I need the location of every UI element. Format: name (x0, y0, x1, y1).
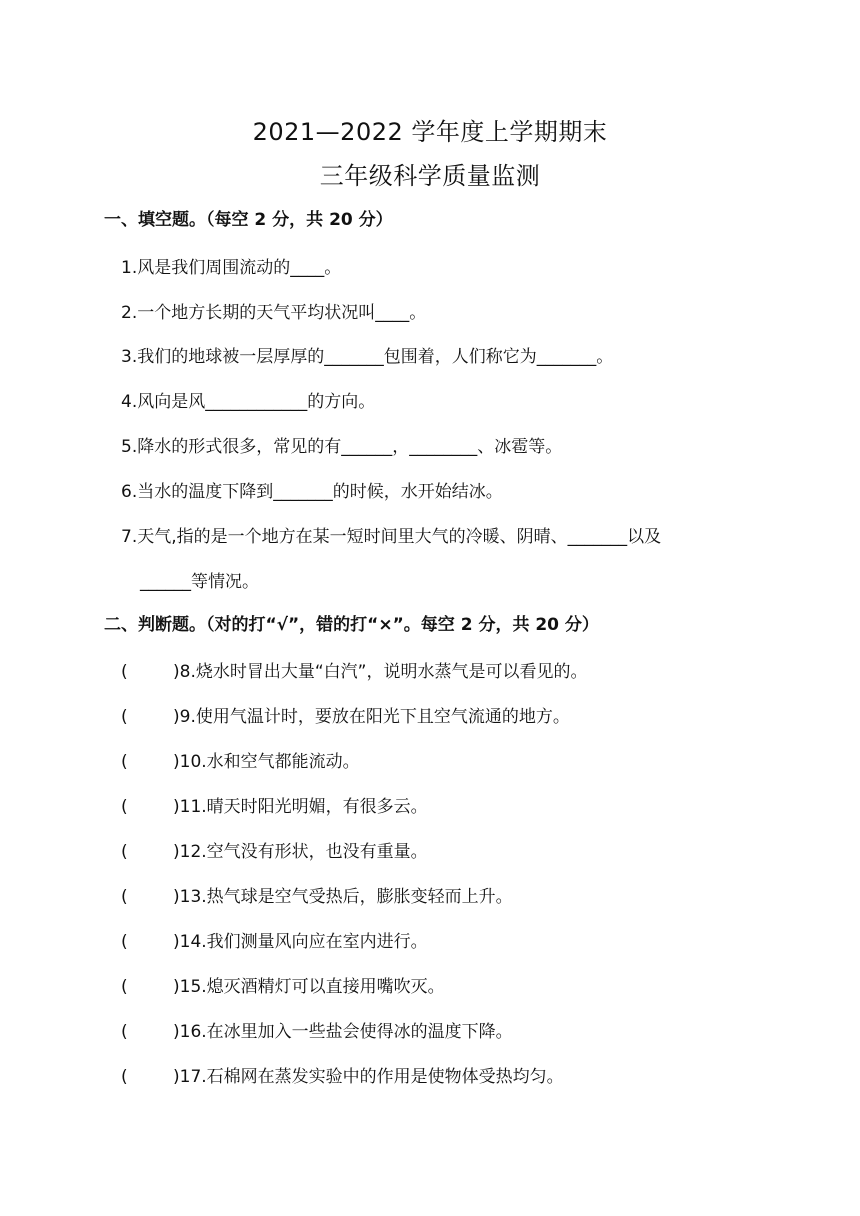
answer-paren: ( (121, 1022, 128, 1042)
fill-question-3: 3.我们的地球被一层厚厚的_______包围着，人们称它为_______。 (121, 347, 614, 367)
judge-question-16 (121, 1017, 513, 1042)
fill-question-2: 2.一个地方长期的天气平均状况叫____。 (121, 303, 427, 323)
fill-question-7: 7.天气,指的是一个地方在某一短时间里大气的冷暖、阴晴、_______以及 (121, 527, 662, 547)
section-heading-true-false: 二、判断题。（对的打“√”，错的打“×”。每空 2 分，共 20 分） (104, 615, 599, 635)
fill-question-6: 6.当水的温度下降到_______的时候，水开始结冰。 (121, 482, 503, 502)
answer-paren: ( (121, 887, 128, 907)
judge-question-9 (121, 702, 570, 727)
judge-question-14 (121, 927, 428, 952)
judge-question-text: )14.我们测量风向应在室内进行。 (173, 932, 428, 952)
exam-title-line2: 三年级科学质量监测 (319, 162, 541, 190)
fill-question-1: 1.风是我们周围流动的____。 (121, 258, 342, 278)
judge-question-text: )9.使用气温计时，要放在阳光下且空气流通的地方。 (173, 707, 570, 727)
judge-question-text: )12.空气没有形状，也没有重量。 (173, 842, 428, 862)
section-heading-fill-blank: 一、填空题。（每空 2 分，共 20 分） (104, 210, 393, 230)
fill-question-5: 5.降水的形式很多，常见的有______，________、冰雹等。 (121, 437, 563, 457)
judge-question-text: )16.在冰里加入一些盐会使得冰的温度下降。 (173, 1022, 513, 1042)
answer-paren: ( (121, 932, 128, 952)
exam-title-line1: 2021—2022 学年度上学期期末 (252, 118, 608, 146)
judge-question-text: )8.烧水时冒出大量“白汽”，说明水蒸气是可以看见的。 (173, 662, 588, 682)
fill-question-7-continued: ______等情况。 (140, 572, 259, 592)
judge-question-text: )13.热气球是空气受热后，膨胀变轻而上升。 (173, 887, 513, 907)
answer-paren: ( (121, 842, 128, 862)
judge-question-15 (121, 972, 445, 997)
judge-question-text: )10.水和空气都能流动。 (173, 752, 360, 772)
fill-question-4: 4.风向是风____________的方向。 (121, 392, 376, 412)
judge-question-10 (121, 747, 360, 772)
answer-paren: ( (121, 662, 128, 682)
judge-question-12 (121, 837, 428, 862)
answer-paren: ( (121, 707, 128, 727)
judge-question-8 (121, 657, 587, 682)
answer-paren: ( (121, 752, 128, 772)
judge-question-11 (121, 792, 428, 817)
answer-paren: ( (121, 1067, 128, 1087)
judge-question-text: )17.石棉网在蒸发实验中的作用是使物体受热均匀。 (173, 1067, 564, 1087)
judge-question-13 (121, 882, 513, 907)
answer-paren: ( (121, 977, 128, 997)
judge-question-text: )11.晴天时阳光明媚，有很多云。 (173, 797, 428, 817)
judge-question-17 (121, 1062, 564, 1087)
judge-question-text: )15.熄灭酒精灯可以直接用嘴吹灭。 (173, 977, 445, 997)
answer-paren: ( (121, 797, 128, 817)
